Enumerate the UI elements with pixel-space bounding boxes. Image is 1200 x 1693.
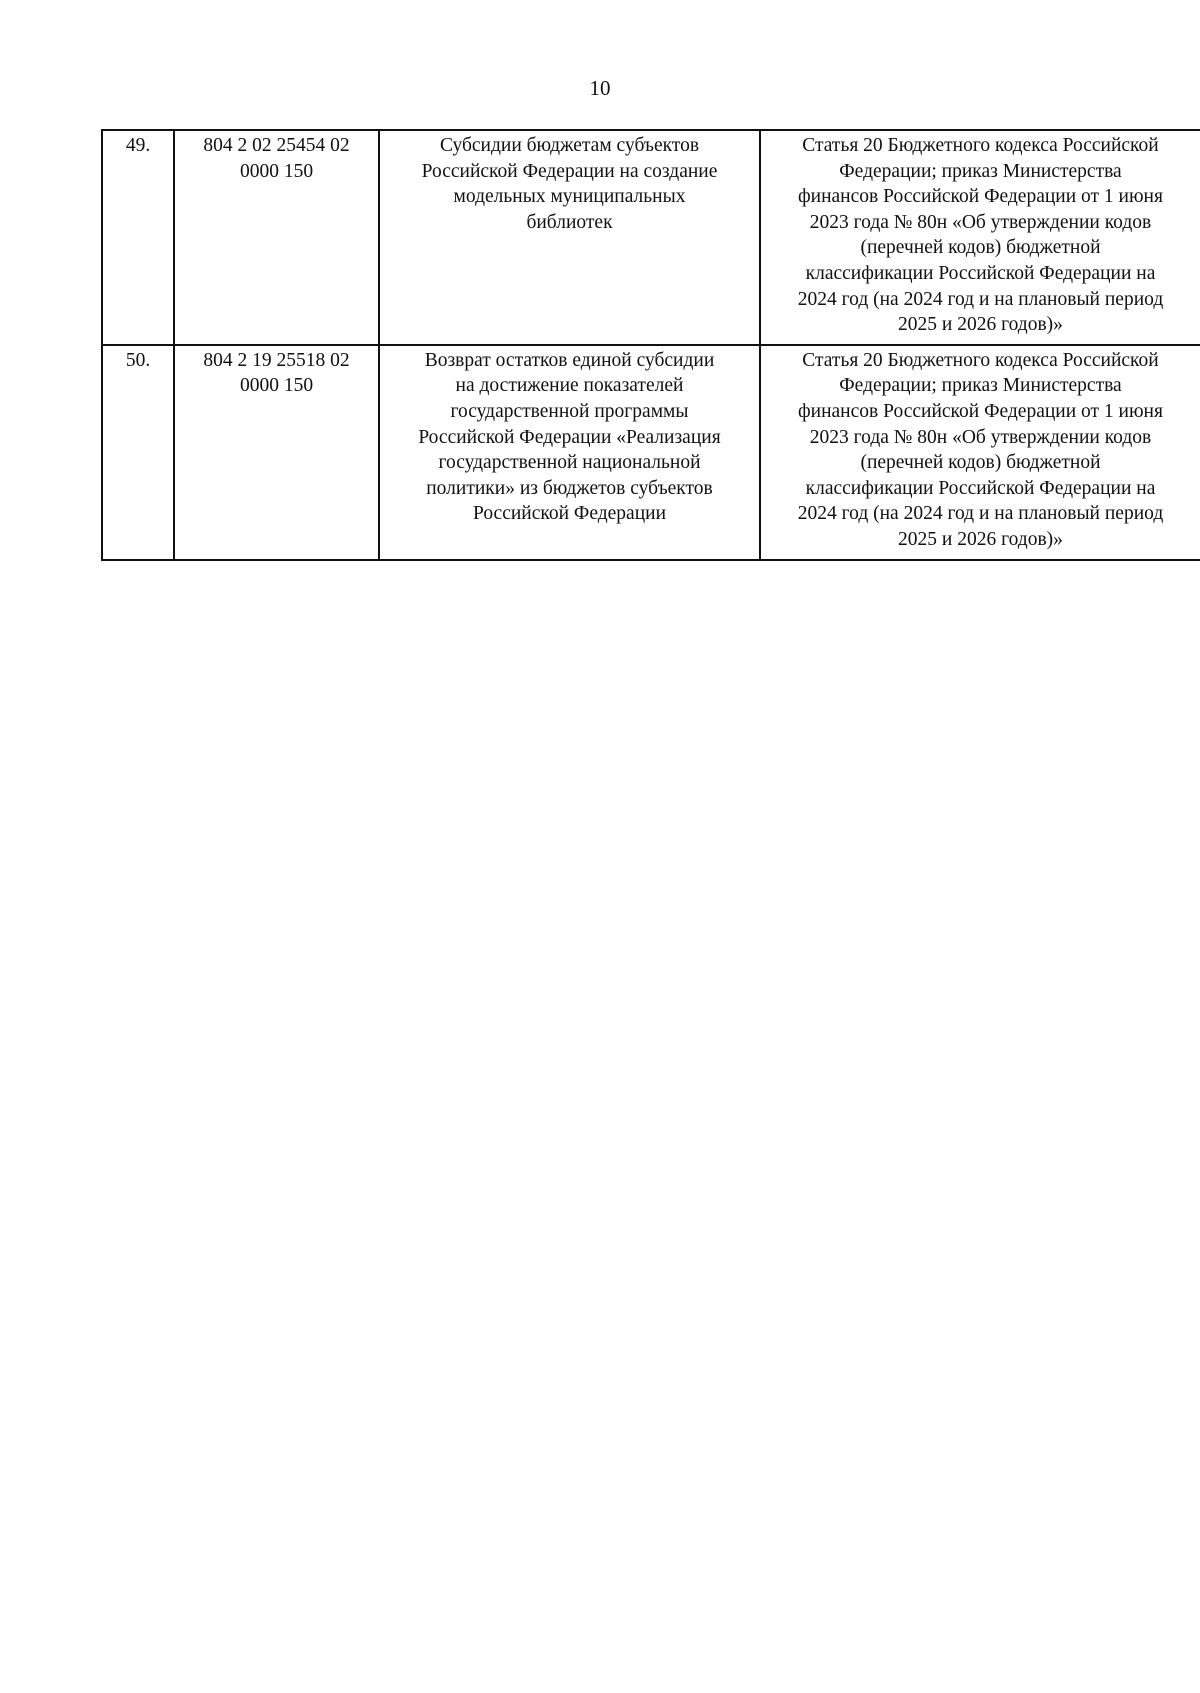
page-number: 10 bbox=[589, 76, 611, 100]
legal-basis-line: Федерации; приказ Министерства bbox=[839, 160, 1122, 182]
budget-code-line: 804 2 19 25518 02 bbox=[203, 349, 350, 371]
budget-codes-table bbox=[101, 129, 1200, 561]
budget-code-cell bbox=[174, 345, 379, 560]
legal-basis-cell bbox=[760, 130, 1200, 345]
budget-code-line: 0000 150 bbox=[239, 160, 314, 182]
legal-basis-line: 2025 и 2026 годов)» bbox=[898, 314, 1063, 336]
legal-basis-line: финансов Российской Федерации от 1 июня bbox=[798, 400, 1163, 422]
budget-code-cell bbox=[174, 130, 379, 345]
revenue-name-line: государственной программы bbox=[450, 400, 689, 422]
revenue-name-line: Российской Федерации на создание bbox=[421, 160, 718, 182]
budget-code-line: 804 2 02 25454 02 bbox=[203, 135, 350, 156]
legal-basis-line: 2024 год (на 2024 год и на плановый период bbox=[797, 503, 1164, 525]
legal-basis-line: (перечней кодов) бюджетной bbox=[860, 237, 1101, 259]
row-number-cell: 50. bbox=[102, 345, 174, 560]
revenue-name-line: на достижение показателей bbox=[455, 375, 684, 397]
table-row bbox=[102, 345, 1200, 560]
legal-basis-line: Федерации; приказ Министерства bbox=[839, 375, 1122, 397]
legal-basis-line: (перечней кодов) бюджетной bbox=[860, 452, 1101, 474]
legal-basis-line: Статья 20 Бюджетного кодекса Российской bbox=[802, 135, 1159, 156]
revenue-name-cell bbox=[379, 345, 760, 560]
revenue-name-line: Российской Федерации «Реализация bbox=[418, 426, 721, 448]
legal-basis-line: 2024 год (на 2024 год и на плановый период bbox=[797, 288, 1164, 310]
row-number-cell: 49. bbox=[102, 130, 174, 345]
table-row bbox=[102, 130, 1200, 345]
revenue-name-line: библиотек bbox=[526, 211, 613, 233]
revenue-name-line: модельных муниципальных bbox=[453, 186, 686, 208]
legal-basis-line: 2025 и 2026 годов)» bbox=[898, 528, 1063, 550]
budget-code-line: 0000 150 bbox=[239, 375, 314, 397]
legal-basis-line: классификации Российской Федерации на bbox=[805, 262, 1156, 284]
revenue-name-line: политики» из бюджетов субъектов bbox=[426, 477, 713, 499]
legal-basis-cell bbox=[760, 345, 1200, 560]
legal-basis-line: классификации Российской Федерации на bbox=[805, 477, 1156, 499]
revenue-name-line: государственной национальной bbox=[438, 452, 701, 474]
legal-basis-line: 2023 года № 80н «Об утверждении кодов bbox=[809, 211, 1152, 233]
legal-basis-line: финансов Российской Федерации от 1 июня bbox=[798, 186, 1163, 208]
revenue-name-line: Субсидии бюджетам субъектов bbox=[439, 135, 700, 156]
revenue-name-line: Возврат остатков единой субсидии bbox=[424, 349, 715, 371]
revenue-name-line: Российской Федерации bbox=[472, 503, 667, 525]
legal-basis-line: 2023 года № 80н «Об утверждении кодов bbox=[809, 426, 1152, 448]
revenue-name-cell bbox=[379, 130, 760, 345]
legal-basis-line: Статья 20 Бюджетного кодекса Российской bbox=[802, 349, 1159, 371]
